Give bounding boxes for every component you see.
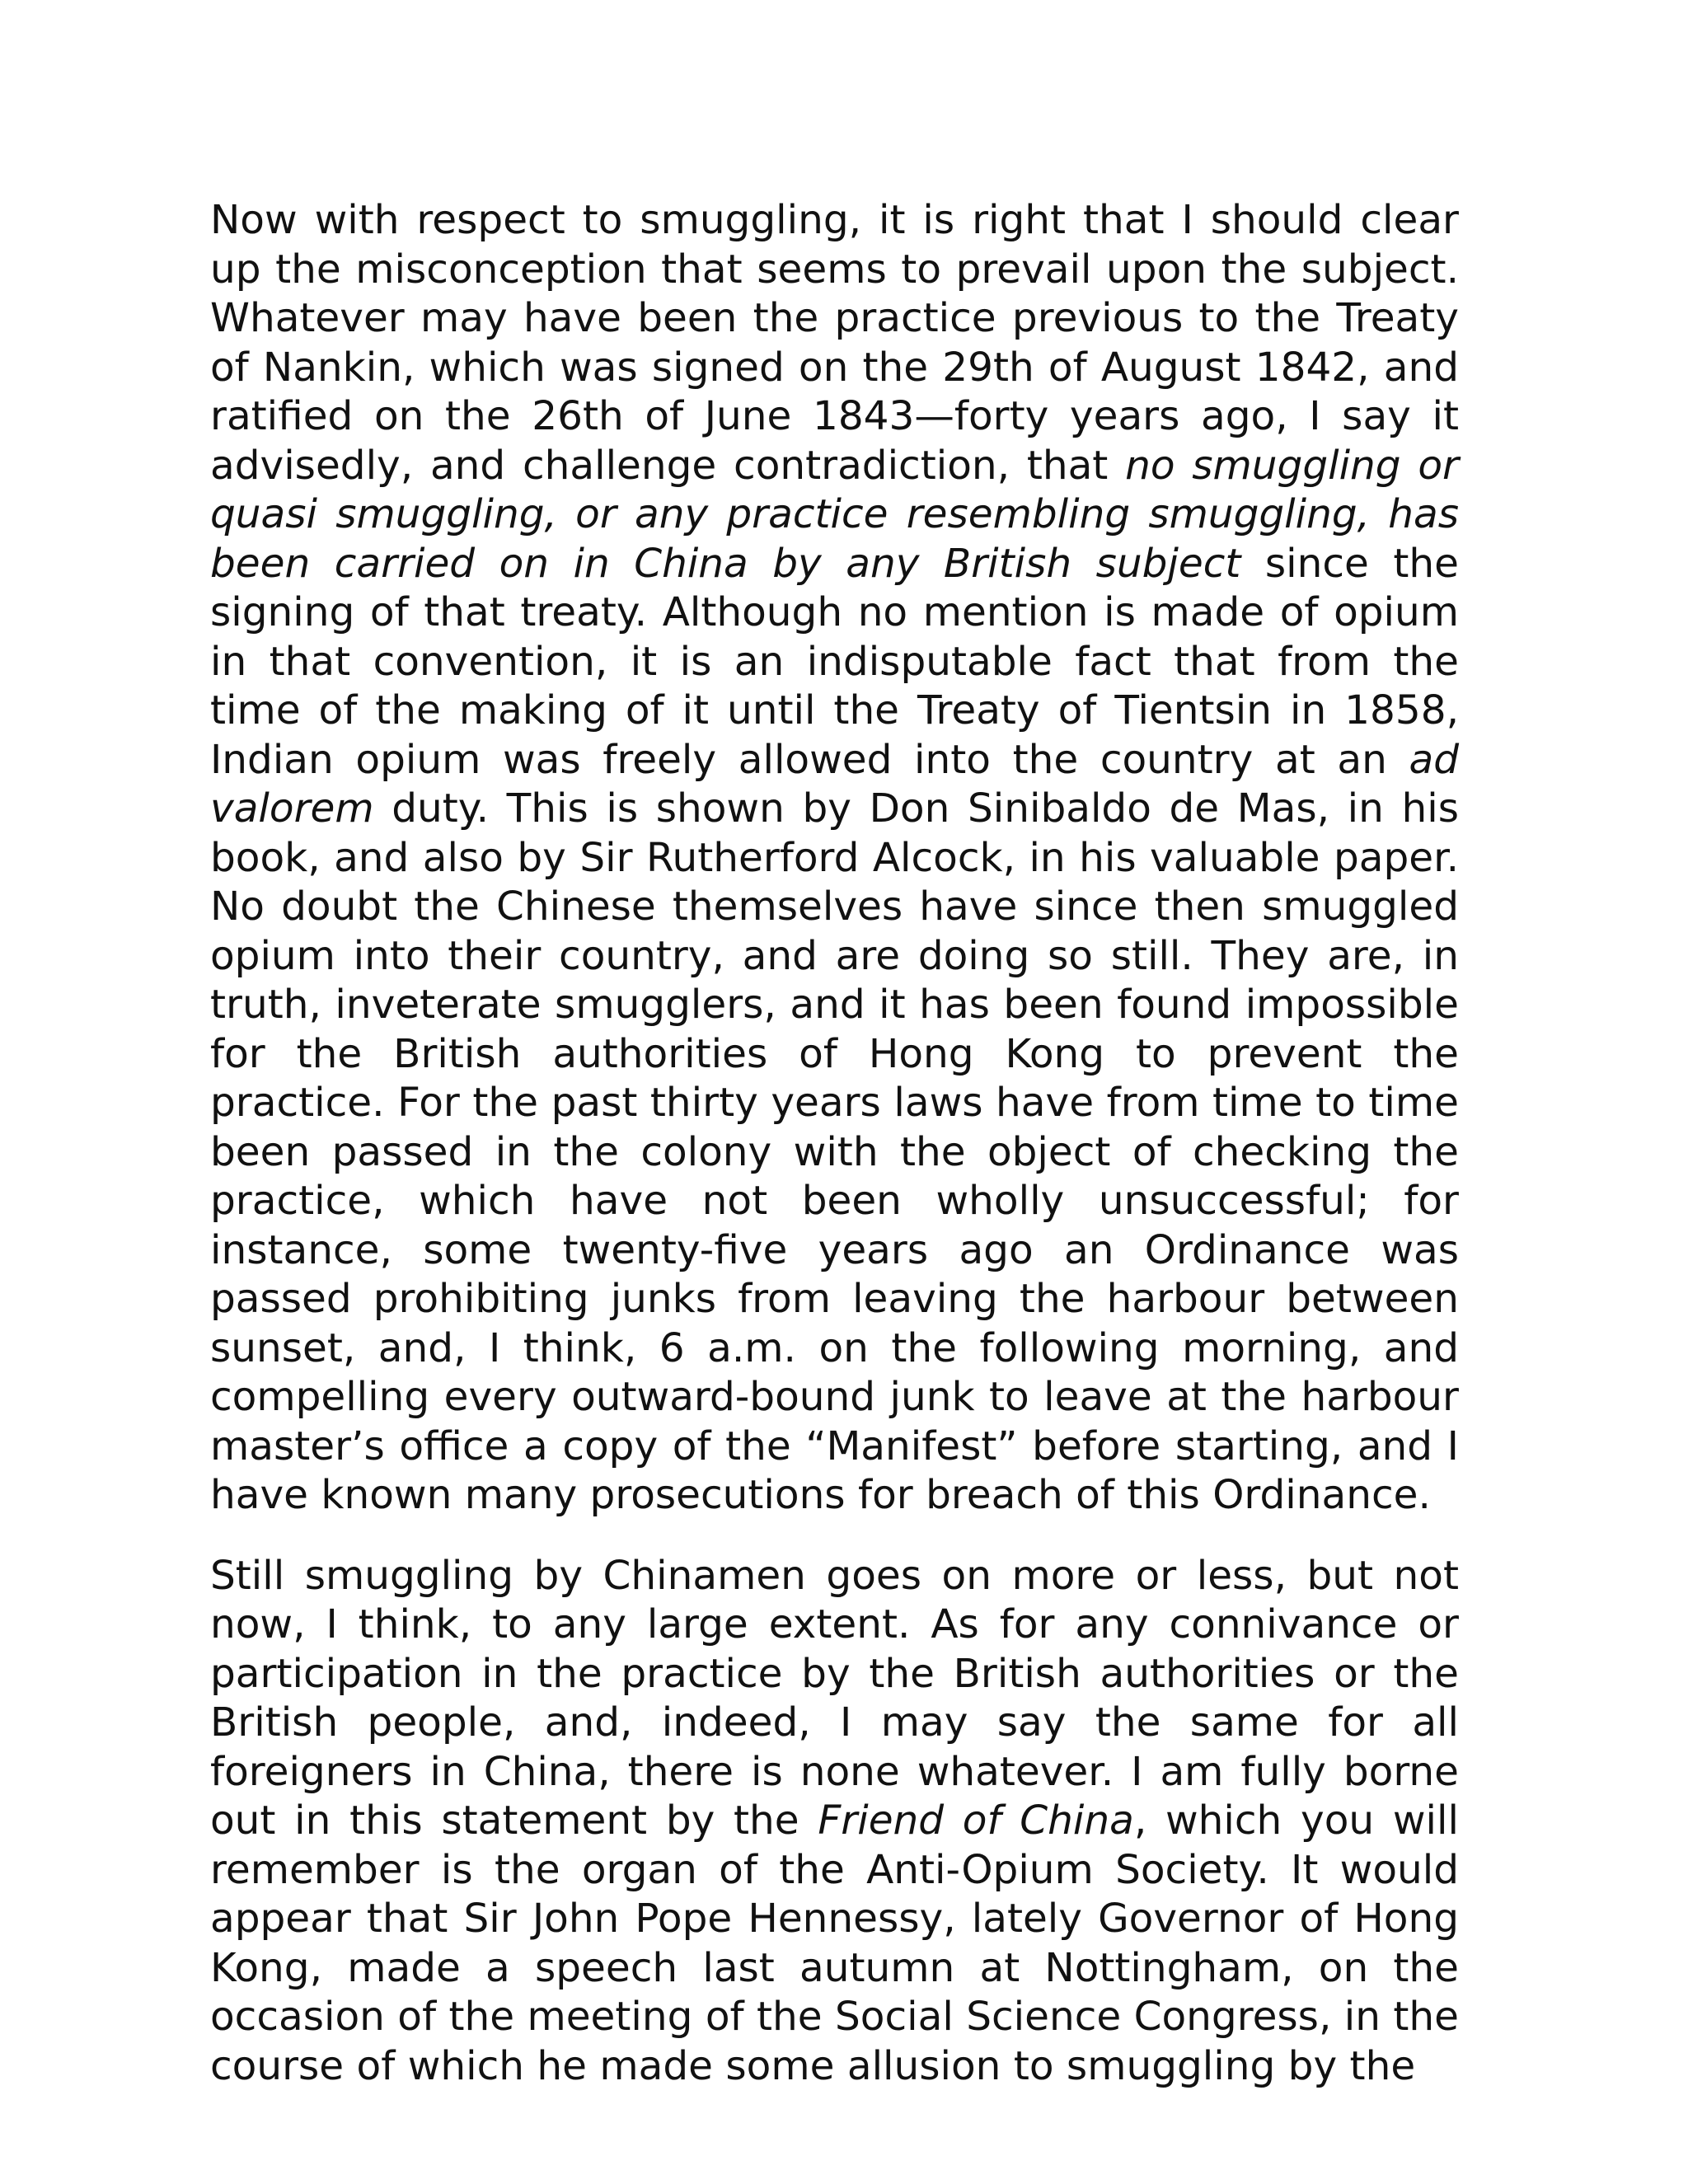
paragraph-2-run-2-italic: Friend of China bbox=[818, 1797, 1134, 1844]
paragraph-2 bbox=[210, 1552, 1459, 2092]
paragraph-1-run-3: since the signing of that treaty. Although no mention is made of opium in that convention, it is an indisputable fact that from the time of the making of it until the Treaty of Tientsin in 1858, Indian opium was freely allowed into the country at an bbox=[210, 540, 1459, 783]
paragraph-2-run-3: , which you will remember is the organ of the Anti-Opium Society. It would appear that Sir John Pope Hennessy, lately Governor of Hong Kong, made a speech last autumn at Nottingham, on the occasion of the meeting of the Social Science Congress, in the course of which he made some allusion to smuggling by the bbox=[210, 1797, 1460, 2089]
paragraph-1-run-1: Now with respect to smuggling, it is right that I should clear up the misconception that seems to prevail upon the subject. Whatever may have been the practice previous to the Treaty of Nankin, which was signed on the 29th of August 1842, and ratified on the 26th of June 1843—forty years ago, I say it advisedly, and challenge contradiction, that bbox=[210, 197, 1459, 489]
document-body bbox=[210, 196, 1459, 2122]
paragraph-1-run-4-italic: ad valorem bbox=[210, 736, 1459, 832]
paragraph-1-run-5: duty. This is shown by Don Sinibaldo de Mas, in his book, and also by Sir Rutherford Alcock, in his valuable paper. No doubt the Chinese themselves have since then smuggled opium into their country, and are doing so still. They are, in truth, inveterate smugglers, and it has been found impossible for the British authorities of Hong Kong to prevent the practice. For the past thirty years laws have from time to time been passed in the colony with the object of checking the practice, which have not been wholly unsuccessful; for instance, some twenty-five years ago an Ordinance was passed prohibiting junks from leaving the harbour between sunset, and, I think, 6 a.m. on the following morning, and compelling every outward-bound junk to leave at the harbour master’s office a copy of the “Manifest” before starting, and I have known many prosecutions for breach of this Ordinance. bbox=[210, 785, 1459, 1518]
paragraph-1-run-2-italic: no smuggling or quasi smuggling, or any practice resembling smuggling, has been carried on in China by any British subject bbox=[210, 442, 1459, 587]
paragraph-1 bbox=[210, 196, 1459, 1521]
paragraph-2-run-1: Still smuggling by Chinamen goes on more or less, but not now, I think, to any large extent. As for any connivance or participation in the practice by the British authorities or the British people, and, indeed, I may say the same for all foreigners in China, there is none whatever. I am fully borne out in this statement by the bbox=[210, 1552, 1459, 1844]
